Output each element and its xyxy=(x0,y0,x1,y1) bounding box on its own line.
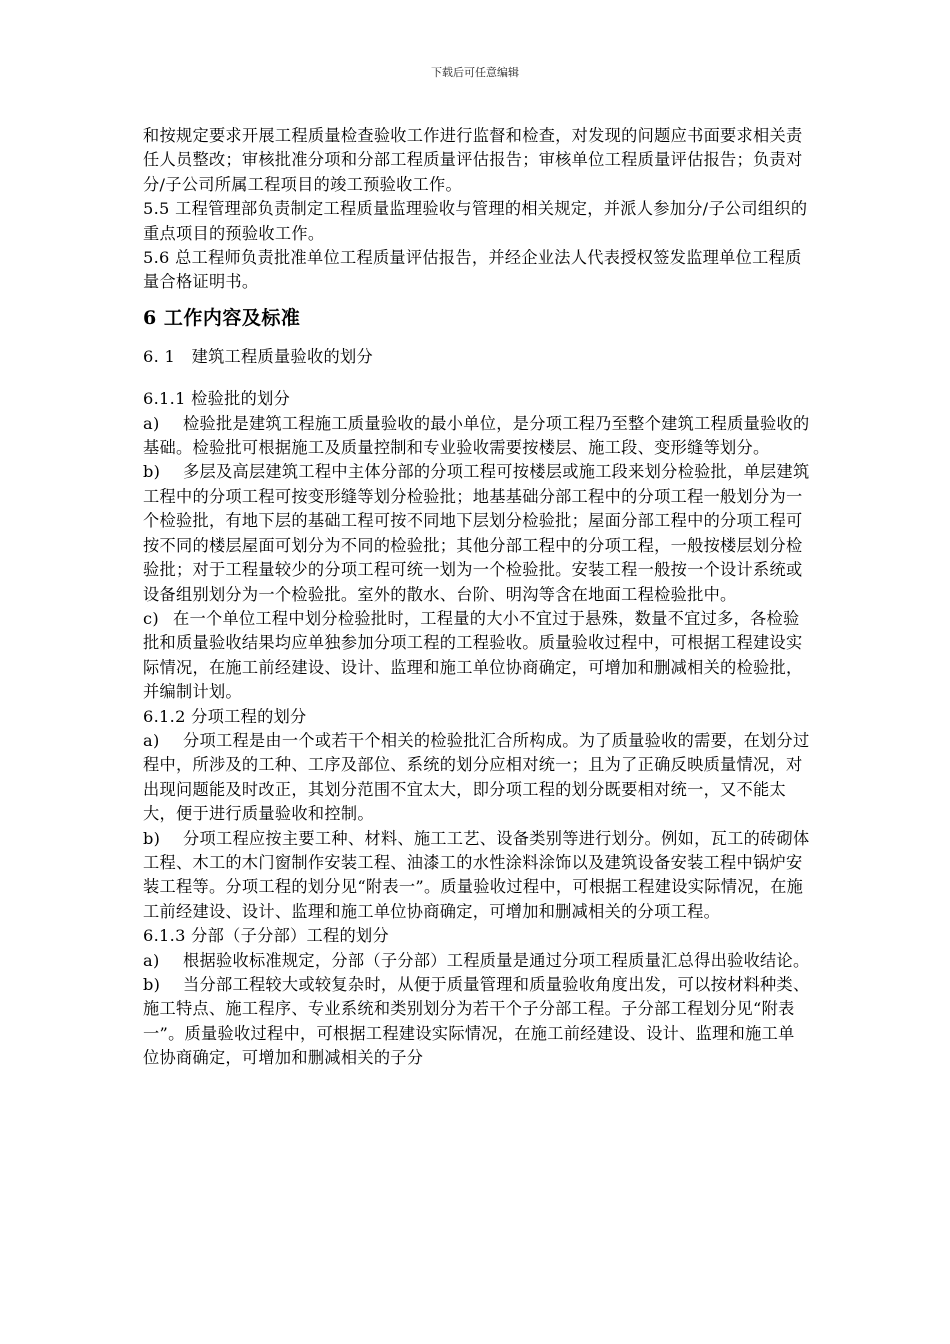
section-heading: 6 工作内容及标准 xyxy=(143,306,301,329)
item-marker: a) xyxy=(143,730,160,750)
item-marker: b) xyxy=(143,828,161,848)
item-marker: b) xyxy=(143,462,161,482)
paragraph: 5.6 总工程师负责批准单位工程质量评估报告，并经企业法人代表授权签发监理单位工程质量合格证明书。 xyxy=(143,248,802,292)
item-marker: b) xyxy=(143,975,161,994)
item-text: 分项工程是由一个或若干个相关的检验批汇合所构成。为了质量验收的需要，在划分过程中，所涉及的工种、工序及部位、系统的划分应相对统一；且为了正确反映质量情况，对出现问题能及时改正，其划分范围不宜太大，即分项工程的划分既要相对统一，又不能太大，便于进行质量验收和控制。 xyxy=(143,730,810,824)
item-text: 检验批是建筑工程施工质量验收的最小单位，是分项工程乃至整个建筑工程质量验收的基础。检验批可根据施工及质量控制和专业验收需要按楼层、施工段、变形缝等划分。 xyxy=(143,413,810,458)
item-text: 根据验收标准规定，分部（子分部）工程质量是通过分项工程质量汇总得出验收结论。 xyxy=(183,950,810,970)
list-item xyxy=(143,827,811,925)
item-marker: a) xyxy=(143,950,160,970)
item-marker: c) xyxy=(143,608,159,628)
clause-title: 6.1.1 检验批的划分 xyxy=(143,389,291,409)
list-item xyxy=(143,460,811,606)
clause-title: 6.1.3 分部（子分部）工程的划分 xyxy=(143,926,389,946)
item-marker: a) xyxy=(143,413,160,433)
document-body xyxy=(143,124,811,1071)
list-item xyxy=(143,973,811,1071)
clause-title: 6.1.2 分项工程的划分 xyxy=(143,706,307,726)
page-header: 下载后可任意编辑 xyxy=(431,66,519,79)
item-text: 分项工程应按主要工种、材料、施工工艺、设备类别等进行划分。例如，瓦工的砖砌体工程、木工的木门窗制作安装工程、油漆工的水性涂料涂饰以及建筑设备安装工程中锅炉安装工程等。分项工程的划分见“附表一”。质量验收过程中，可根据工程建设实际情况，在施工前经建设、设计、监理和施工单位协商确定，可增加和删减相关的分项工程。 xyxy=(143,828,810,921)
list-item xyxy=(143,607,811,705)
paragraph: 5.5 工程管理部负责制定工程质量监理验收与管理的相关规定，并派人参加分/子公司组织的重点项目的预验收工作。 xyxy=(143,199,808,243)
list-item xyxy=(143,729,811,827)
subsection-heading: 6. 1 建筑工程质量验收的划分 xyxy=(143,346,373,366)
list-item xyxy=(143,412,811,461)
item-text: 多层及高层建筑工程中主体分部的分项工程可按楼层或施工段来划分检验批，单层建筑工程中的分项工程可按变形缝等划分检验批；地基基础分部工程中的分项工程一般划分为一个检验批，有地下层的基础工程可按不同地下层划分检验批；屋面分部工程中的分项工程可按不同的楼层屋面可划分为不同的检验批；其他分部工程中的分项工程，一般按楼层划分检验批；对于工程量较少的分项工程可统一划为一个检验批。安装工程一般按一个设计系统或设备组别划分为一个检验批。室外的散水、台阶、明沟等含在地面工程检验批中。 xyxy=(143,462,810,604)
list-item xyxy=(143,949,811,973)
item-text: 在一个单位工程中划分检验批时，工程量的大小不宜过于悬殊，数量不宜过多，各检验批和质量验收结果均应单独参加分项工程的工程验收。质量验收过程中，可根据工程建设实际情况，在施工前经建设、设计、监理和施工单位协商确定，可增加和删减相关的检验批，并编制计划。 xyxy=(143,608,803,702)
item-text: 当分部工程较大或较复杂时，从便于质量管理和质量验收角度出发，可以按材料种类、施工特点、施工程序、专业系统和类别划分为若干个子分部工程。子分部工程划分见“附表一”。质量验收过程中，可根据工程建设实际情况，在施工前经建设、设计、监理和施工单位协商确定，可增加和删减相关的子分 xyxy=(143,975,810,1068)
paragraph: 和按规定要求开展工程质量检查验收工作进行监督和检查，对发现的问题应书面要求相关责任人员整改；审核批准分项和分部工程质量评估报告；审核单位工程质量评估报告；负责对分/子公司所属工程项目的竣工预验收工作。 xyxy=(143,126,803,194)
